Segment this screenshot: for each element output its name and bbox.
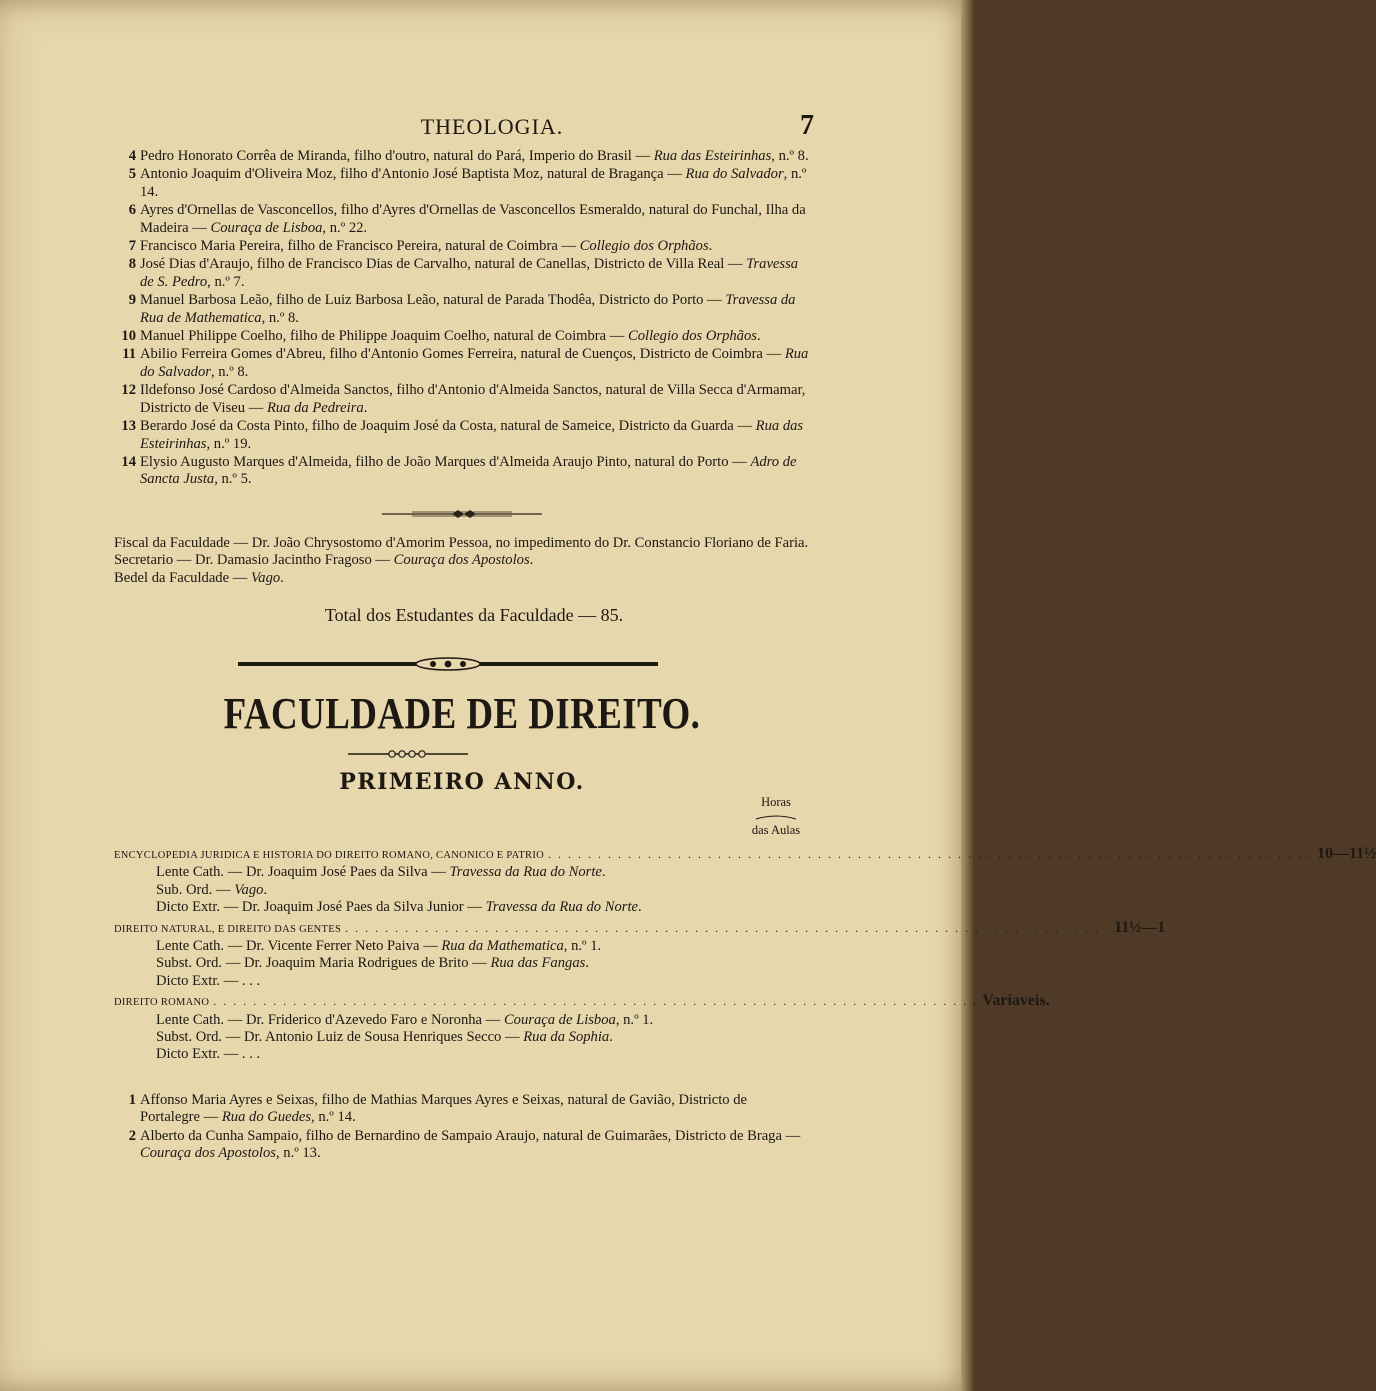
staff-text: Bedel da Faculdade — xyxy=(114,569,248,586)
student-address: Collegio dos Orphãos xyxy=(628,328,757,345)
course-staff-row xyxy=(114,1029,810,1046)
course-staff-row xyxy=(114,1046,810,1063)
course-staff-address: Rua da Mathematica xyxy=(441,937,564,954)
student-text: Affonso Maria Ayres e Seixas, filho de Mathias Marques Ayres e Seixas, natural de Gavião, Districto de Portalegre — xyxy=(140,1091,747,1126)
student-address: Collegio dos Orphãos xyxy=(579,238,709,255)
course-heading xyxy=(114,918,1166,938)
student-text: Alberto da Cunha Sampaio, filho de Bernardino de Sampaio Araujo, natural de Guimarães, Districto de Braga — xyxy=(140,1127,801,1144)
student-description xyxy=(140,346,810,381)
student-address: Couraça dos Apostolos xyxy=(140,1145,276,1162)
course-staff-address: Rua da Sophia xyxy=(523,1029,610,1045)
student-entry xyxy=(114,202,810,237)
student-entry xyxy=(114,382,810,417)
course-staff-address: Travessa da Rua do Norte xyxy=(449,864,602,881)
student-description xyxy=(140,166,810,201)
course-staff-suffix: . xyxy=(601,864,606,881)
staff-line xyxy=(114,535,810,552)
student-text: Ildefonso José Cardoso d'Almeida Sanctos, filho d'Antonio d'Almeida Sanctos, natural de Villa Secca d'Armamar, Districto de Viseu — xyxy=(140,382,806,416)
faculty-title: FACULDADE DE DIREITO. xyxy=(223,688,701,738)
student-address-number: , n.º 22. xyxy=(322,219,368,236)
student-address-number: . xyxy=(756,328,761,345)
staff-address: Vago xyxy=(250,569,281,586)
student-description xyxy=(140,292,810,327)
page-number: 7 xyxy=(800,110,814,141)
student-address: Travessa da Rua de Mathematica xyxy=(140,292,796,326)
ornamental-rule-small xyxy=(382,507,542,521)
course-staff-text: Lente Cath. — Dr. Friderico d'Azevedo Faro e Noronha — xyxy=(156,1011,501,1028)
student-text: José Dias d'Araujo, filho de Francisco Dias de Carvalho, natural de Canellas, Districto de Villa Real — xyxy=(140,256,743,273)
staff-suffix: . xyxy=(280,569,284,586)
course-staff-address: Travessa da Rua do Norte xyxy=(485,899,638,916)
staff-text: Fiscal da Faculdade — Dr. João Chrysostomo d'Amorim Pessoa, no impedimento do Dr. Constancio Floriano de Faria. xyxy=(114,534,809,551)
course-staff-row xyxy=(114,938,810,955)
course-hours: Variaveis. xyxy=(982,992,1050,1010)
student-description xyxy=(140,418,810,453)
staff-line xyxy=(114,552,810,569)
student-number: 2 xyxy=(128,1127,136,1144)
law-student-list xyxy=(114,1092,810,1163)
hours-header-line2: das Aulas xyxy=(751,822,801,837)
course-hours: 11½—1 xyxy=(1114,918,1166,936)
student-address: Couraça de Lisboa xyxy=(210,219,323,236)
course-staff-text: Subst. Ord. — Dr. Antonio Luiz de Sousa Henriques Secco — xyxy=(156,1029,520,1045)
staff-suffix: . xyxy=(529,552,534,569)
student-address-number: , n.º 8. xyxy=(210,363,249,380)
course-list xyxy=(114,844,1376,1066)
student-entry xyxy=(114,328,810,345)
student-number: 11 xyxy=(122,346,136,363)
student-number: 5 xyxy=(128,166,136,183)
hours-header xyxy=(736,795,816,837)
student-number: 7 xyxy=(128,238,136,255)
student-text: Francisco Maria Pereira, filho de Francisco Pereira, natural de Coimbra — xyxy=(140,238,577,255)
theology-student-list xyxy=(114,148,810,489)
student-address-number: , n.º 19. xyxy=(206,435,252,452)
student-entry xyxy=(114,454,810,489)
course-staff-row xyxy=(114,882,810,899)
running-title: THEOLOGIA. xyxy=(420,114,564,139)
student-text: Berardo José da Costa Pinto, filho de Joaquim José da Costa, natural de Sameice, Districto da Guarda — xyxy=(140,418,752,435)
hours-brace xyxy=(754,815,798,820)
student-number: 13 xyxy=(121,418,136,435)
course-name: DIREITO ROMANO xyxy=(114,997,210,1009)
student-entry xyxy=(114,166,810,201)
course-leader-dots: . . . . . . . . . . . . . . . . . . . . . . . . . . . . . . . . . . . . . . . . . . . . . . . . . . . . . . . . . . . . . . . . . . . . . . . . . . . . . xyxy=(213,994,979,1009)
student-entry xyxy=(114,292,810,327)
course-staff-text: Dicto Extr. — . . . xyxy=(156,972,261,989)
student-text: Pedro Honorato Corrêa de Miranda, filho d'outro, natural do Pará, Imperio do Brasil — xyxy=(140,148,651,164)
student-address-number: , n.º 7. xyxy=(207,273,245,290)
course-staff-row xyxy=(114,955,810,972)
student-entry xyxy=(114,1092,810,1127)
student-description xyxy=(140,382,810,417)
student-entry xyxy=(114,148,810,165)
course-leader-dots: . . . . . . . . . . . . . . . . . . . . . . . . . . . . . . . . . . . . . . . . . . . . . . . . . . . . . . . . . . . . . . . . . . . . . . . . . . . . . xyxy=(548,846,1314,861)
course-leader-dots: . . . . . . . . . . . . . . . . . . . . . . . . . . . . . . . . . . . . . . . . . . . . . . . . . . . . . . . . . . . . . . . . . . . . . . . . . . . . . xyxy=(345,920,1111,935)
course-name: ENCYCLOPEDIA JURIDICA E HISTORIA DO DIREITO ROMANO, CANONICO E PATRIO xyxy=(114,849,545,861)
student-address: Adro de Sancta Justa xyxy=(140,453,797,488)
student-address-number: . xyxy=(708,238,713,255)
staff-line xyxy=(114,570,810,587)
student-description xyxy=(140,454,810,489)
student-description xyxy=(140,202,810,237)
student-number: 8 xyxy=(128,256,136,273)
year-title: PRIMEIRO ANNO. xyxy=(339,768,585,795)
ornamental-rule-large xyxy=(238,656,658,672)
student-description xyxy=(140,1092,810,1127)
course-staff-suffix: , n.º 1. xyxy=(615,1011,654,1028)
student-number: 1 xyxy=(128,1091,136,1108)
student-address-number: , n.º 5. xyxy=(214,471,252,488)
course-staff-row xyxy=(114,864,810,881)
student-description xyxy=(140,328,810,345)
student-address: Rua do Salvador xyxy=(685,166,784,183)
course-staff-address: Rua das Fangas xyxy=(490,955,586,972)
running-head xyxy=(114,108,814,148)
student-address: Travessa de S. Pedro xyxy=(140,256,799,290)
student-entry xyxy=(114,418,810,453)
ornamental-rule-chain xyxy=(348,749,468,759)
course-staff-text: Sub. Ord. — xyxy=(156,881,231,898)
student-entry xyxy=(114,238,810,255)
student-address-number: , n.º 14. xyxy=(140,166,807,200)
student-text: Manuel Barbosa Leão, filho de Luiz Barbosa Leão, natural de Parada Thodêa, Districto do Porto — xyxy=(140,292,722,309)
student-number: 6 xyxy=(128,202,136,219)
student-text: Manuel Philippe Coelho, filho de Philippe Joaquim Coelho, natural de Coimbra — xyxy=(140,328,625,345)
student-address-number: , n.º 13. xyxy=(275,1145,321,1162)
student-text: Ayres d'Ornellas de Vasconcellos, filho d'Ayres d'Ornellas de Vasconcellos Esmeraldo, natural do Funchal, Ilha da Madeira — xyxy=(140,202,806,236)
student-address-number: , n.º 14. xyxy=(311,1109,356,1126)
student-number: 4 xyxy=(128,148,136,164)
course-staff-suffix: . xyxy=(585,955,589,972)
course-staff-row xyxy=(114,1012,810,1029)
course-staff-row xyxy=(114,899,810,916)
student-description xyxy=(140,148,810,165)
course-staff-suffix: . xyxy=(638,899,642,916)
student-address: Rua das Esteirinhas xyxy=(653,148,772,164)
student-number: 9 xyxy=(128,292,136,309)
course-staff-address: Vago xyxy=(234,881,264,898)
faculty-staff-list xyxy=(114,535,810,587)
student-address-number: , n.º 8. xyxy=(771,148,809,164)
student-address-number: , n.º 8. xyxy=(261,309,299,326)
student-address: Rua do Salvador xyxy=(140,346,809,380)
page-content xyxy=(114,108,1376,1163)
course-heading xyxy=(114,992,1050,1011)
student-address: Rua do Guedes xyxy=(221,1109,312,1126)
course-gap xyxy=(114,1064,810,1066)
student-entry xyxy=(114,256,810,291)
student-address: Rua da Pedreira xyxy=(266,399,364,416)
student-text: Elysio Augusto Marques d'Almeida, filho de João Marques d'Almeida Araujo Pinto, natural do Porto — xyxy=(140,453,747,470)
staff-text: Secretario — Dr. Damasio Jacintho Fragoso — xyxy=(114,552,391,569)
course-name: DIREITO NATURAL, E DIREITO DAS GENTES xyxy=(114,923,342,935)
course-staff-text: Lente Cath. — Dr. Vicente Ferrer Neto Paiva — xyxy=(156,937,438,954)
student-number: 14 xyxy=(121,453,136,470)
staff-address: Couraça dos Apostolos xyxy=(393,552,530,569)
student-description xyxy=(140,1128,810,1163)
student-description xyxy=(140,256,810,291)
course-staff-suffix: . xyxy=(263,881,268,898)
course-staff-text: Lente Cath. — Dr. Joaquim José Paes da Silva — xyxy=(156,864,446,881)
student-text: Antonio Joaquim d'Oliveira Moz, filho d'Antonio José Baptista Moz, natural de Bragança — xyxy=(140,166,682,183)
course-staff-text: Dicto Extr. — . . . xyxy=(156,1046,261,1063)
student-entry xyxy=(114,1128,810,1163)
course-staff-text: Dicto Extr. — Dr. Joaquim José Paes da Silva Junior — xyxy=(156,899,482,916)
student-description xyxy=(140,238,810,255)
student-entry xyxy=(114,346,810,381)
course-staff-suffix: , n.º 1. xyxy=(563,937,602,954)
student-address-number: . xyxy=(363,399,368,416)
student-number: 10 xyxy=(121,328,136,345)
course-staff-suffix: . xyxy=(609,1029,613,1045)
course-staff-address: Couraça de Lisboa xyxy=(503,1011,616,1028)
hours-header-line1: Horas xyxy=(761,794,791,809)
course-hours: 10—11½ xyxy=(1317,844,1376,862)
student-number: 12 xyxy=(121,382,136,399)
course-heading xyxy=(114,844,1376,864)
student-text: Abilio Ferreira Gomes d'Abreu, filho d'Antonio Gomes Ferreira, natural de Cuenços, Districto de Coimbra — xyxy=(140,346,782,363)
course-staff-row xyxy=(114,973,810,990)
course-staff-text: Subst. Ord. — Dr. Joaquim Maria Rodrigues de Brito — xyxy=(156,955,487,972)
book-spine-shadow xyxy=(961,0,973,1391)
student-address: Rua das Esteirinhas xyxy=(140,418,804,452)
student-total: Total dos Estudantes da Faculdade — 85. xyxy=(324,604,624,625)
